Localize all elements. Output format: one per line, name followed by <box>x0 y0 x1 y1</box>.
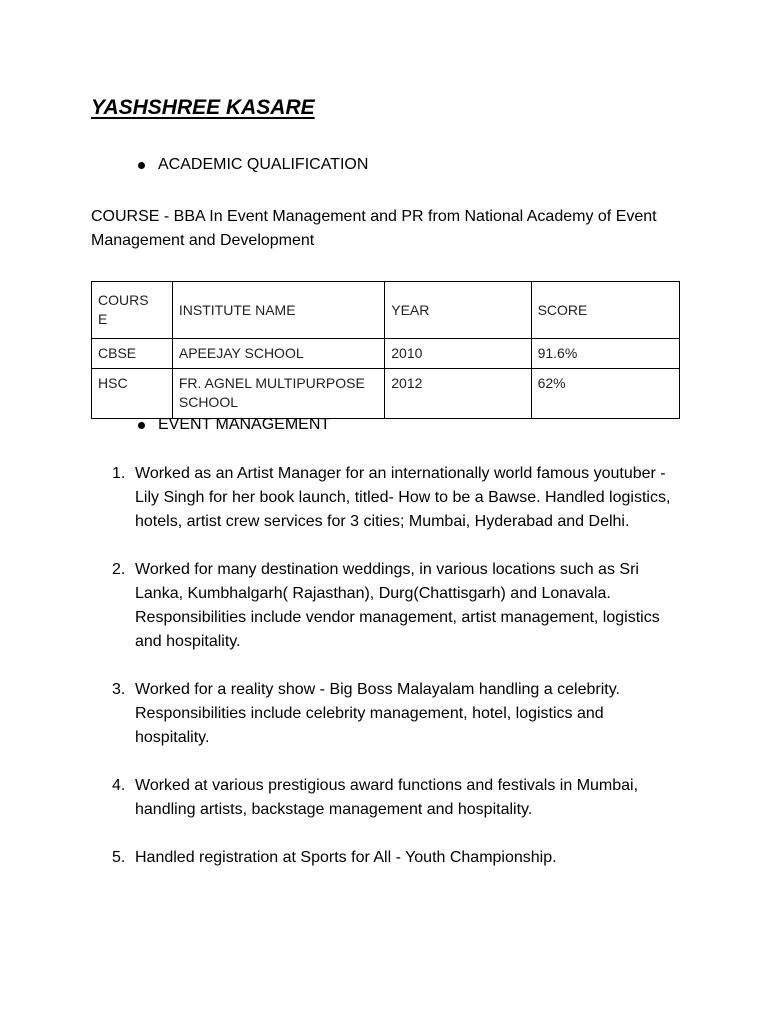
cell-course: CBSE <box>92 339 173 369</box>
cell-year: 2012 <box>385 369 531 419</box>
course-description: COURSE - BBA In Event Management and PR from National Academy of Event Management and Development <box>91 208 657 249</box>
item-text: Handled registration at Sports for All - Youth Championship. <box>135 849 557 866</box>
item-number: 4. <box>112 777 126 794</box>
education-table <box>91 281 680 419</box>
list-item <box>112 558 682 654</box>
header-institute: INSTITUTE NAME <box>172 282 384 339</box>
experience-list <box>112 462 682 894</box>
cell-institute: APEEJAY SCHOOL <box>172 339 384 369</box>
list-item <box>112 846 682 870</box>
table-header-row <box>92 282 680 339</box>
bullet-icon <box>138 422 145 429</box>
bullet-icon <box>138 162 145 169</box>
list-item <box>112 774 682 822</box>
item-number: 5. <box>112 849 126 866</box>
cell-year: 2010 <box>385 339 531 369</box>
header-score: SCORE <box>531 282 679 339</box>
table-row <box>92 339 680 369</box>
candidate-name: YASHSHREE KASARE <box>91 96 315 119</box>
item-number: 2. <box>112 561 126 578</box>
item-text: Worked for a reality show - Big Boss Malayalam handling a celebrity. Responsibilities include celebrity management, hotel, logistics and hospitality. <box>135 681 620 746</box>
item-text: Worked as an Artist Manager for an internationally world famous youtuber - Lily Singh for her book launch, titled- How to be a Bawse. Handled logistics, hotels, artist crew services for 3 cities; Mumbai, Hyderabad and Delhi. <box>135 465 671 530</box>
list-item <box>112 678 682 750</box>
cell-institute: FR. AGNEL MULTIPURPOSE SCHOOL <box>172 369 384 419</box>
academic-heading-text: ACADEMIC QUALIFICATION <box>158 156 369 173</box>
event-heading-text: EVENT MANAGEMENT <box>158 416 331 433</box>
item-text: Worked at various prestigious award functions and festivals in Mumbai, handling artists, backstage management and hospitality. <box>135 777 639 818</box>
item-number: 3. <box>112 681 126 698</box>
cell-course: HSC <box>92 369 173 419</box>
cell-score: 91.6% <box>531 339 679 369</box>
list-item <box>112 462 682 534</box>
cell-score: 62% <box>531 369 679 419</box>
event-management-heading <box>138 416 330 434</box>
item-text: Worked for many destination weddings, in various locations such as Sri Lanka, Kumbhalgarh( Rajasthan), Durg(Chattisgarh) and Lonavala. Responsibilities include vendor management, artist management, logistics and hospitality. <box>135 561 660 650</box>
academic-qualification-heading <box>138 156 368 174</box>
table-row <box>92 369 680 419</box>
header-year: YEAR <box>385 282 531 339</box>
header-course: COURS E <box>92 282 173 339</box>
item-number: 1. <box>112 465 126 482</box>
